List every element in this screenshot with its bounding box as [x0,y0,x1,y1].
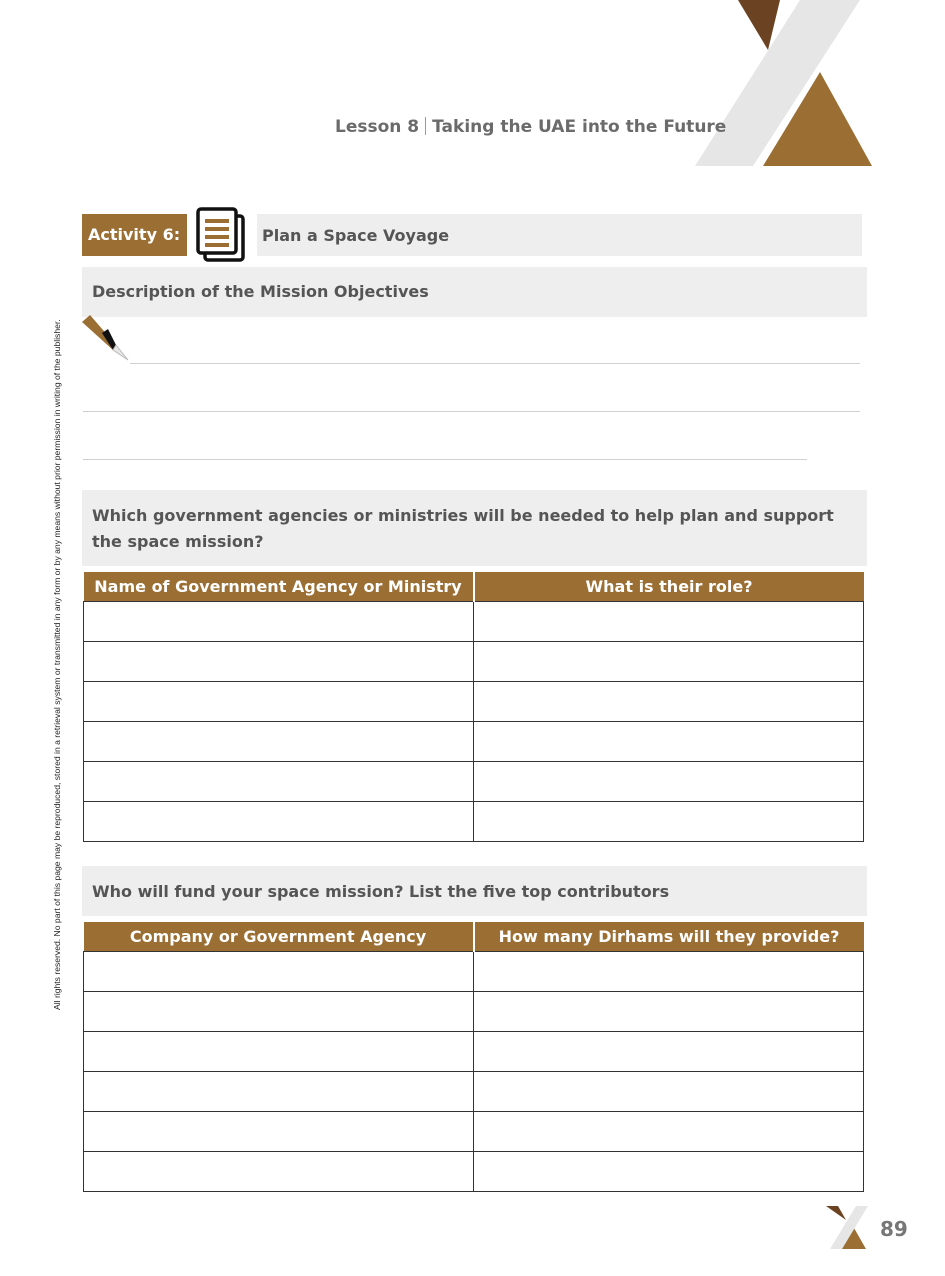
contributor-cell[interactable] [84,992,474,1032]
amount-cell[interactable] [474,1152,864,1192]
amount-cell[interactable] [474,1072,864,1112]
agency-cell[interactable] [84,802,474,842]
column-header-agency: Name of Government Agency or Ministry [84,572,474,602]
agencies-table [83,572,864,842]
contributor-cell[interactable] [84,1072,474,1112]
role-cell[interactable] [474,682,864,722]
agency-cell[interactable] [84,602,474,642]
contributor-cell[interactable] [84,1032,474,1072]
answer-line[interactable] [83,459,807,460]
table-row [84,802,864,842]
lesson-number: Lesson 8 [335,117,420,137]
contributor-cell[interactable] [84,1112,474,1152]
column-header-role: What is their role? [474,572,864,602]
table-row [84,1072,864,1112]
table-row [84,762,864,802]
contributor-cell[interactable] [84,1152,474,1192]
agency-cell[interactable] [84,642,474,682]
table-row [84,722,864,762]
activity-tag: Activity 6: [82,214,187,256]
lesson-title: Taking the UAE into the Future [432,117,727,137]
table-row [84,952,864,992]
pen-icon [80,312,134,366]
role-cell[interactable] [474,602,864,642]
activity-title: Plan a Space Voyage [257,214,862,256]
page-number: 89 [880,1217,908,1241]
role-cell[interactable] [474,722,864,762]
lesson-header [335,117,726,137]
table-row [84,1112,864,1152]
objectives-heading: Description of the Mission Objectives [82,267,867,317]
answer-line[interactable] [130,363,860,364]
footer-logo-mark [826,1206,870,1250]
role-cell[interactable] [474,762,864,802]
funding-question: Who will fund your space mission? List the five top contributors [82,866,867,916]
copyright-notice: All rights reserved. No part of this page may be reproduced, stored in a retrieval system or transmitted in any form or by any means without prior permission in writing of the publisher. [52,319,62,1010]
agency-cell[interactable] [84,762,474,802]
agency-cell[interactable] [84,682,474,722]
table-row [84,602,864,642]
table-row [84,642,864,682]
amount-cell[interactable] [474,952,864,992]
document-icon [195,206,247,264]
agency-cell[interactable] [84,722,474,762]
table-row [84,992,864,1032]
answer-line[interactable] [83,411,860,412]
funding-table [83,922,864,1192]
table-row [84,1032,864,1072]
agencies-question: Which government agencies or ministries will be needed to help plan and support the space mission? [82,490,867,566]
amount-cell[interactable] [474,992,864,1032]
amount-cell[interactable] [474,1112,864,1152]
column-header-contributor: Company or Government Agency [84,922,474,952]
contributor-cell[interactable] [84,952,474,992]
role-cell[interactable] [474,802,864,842]
role-cell[interactable] [474,642,864,682]
amount-cell[interactable] [474,1032,864,1072]
column-header-dirhams: How many Dirhams will they provide? [474,922,864,952]
table-row [84,1152,864,1192]
header-divider [425,117,426,135]
table-row [84,682,864,722]
corner-decoration [690,0,880,170]
